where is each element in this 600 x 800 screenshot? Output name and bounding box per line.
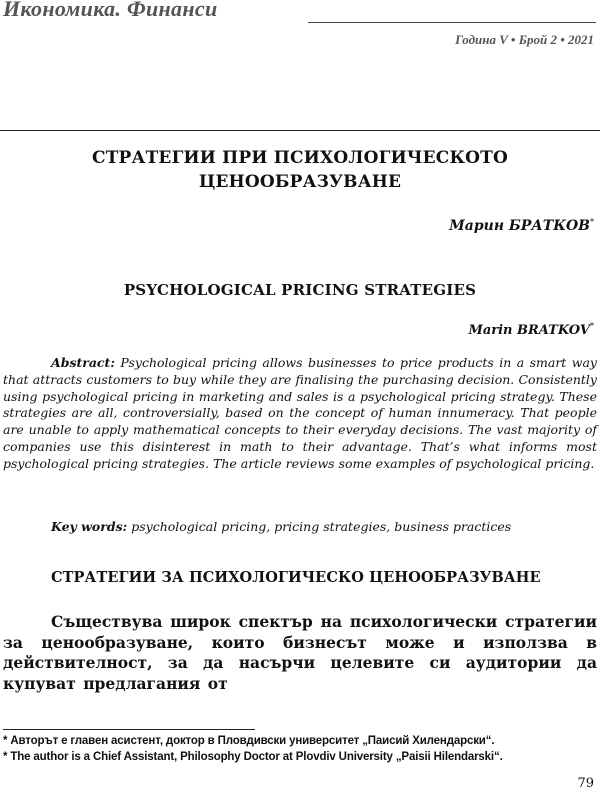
abstract-label: Abstract:	[51, 355, 115, 370]
journal-title: Икономика. Финанси	[3, 0, 218, 21]
keywords	[51, 519, 597, 536]
article-title-en: PSYCHOLOGICAL PRICING STRATEGIES	[123, 281, 477, 299]
footnote-bg: * Авторът е главен асистент, доктор в Пловдивски университет „Паисий Хилендарски“.	[3, 735, 495, 747]
top-divider	[0, 130, 600, 131]
footnote-en: * The author is a Chief Assistant, Philosophy Doctor at Plovdiv University „Paisii Hilendarski“.	[3, 751, 503, 763]
author-en-footnote-marker: *	[590, 321, 594, 331]
issue-info: Година V • Брой 2 • 2021	[455, 32, 594, 47]
article-title-bg-line-2: ЦЕНООБРАЗУВАНЕ	[198, 172, 402, 192]
footnote-rule	[3, 729, 255, 730]
author-en	[468, 323, 594, 338]
keywords-text: psychological pricing, pricing strategies, business practices	[131, 519, 512, 534]
author-bg	[449, 218, 594, 234]
section-heading: СТРАТЕГИИ ЗА ПСИХОЛОГИЧЕСКО ЦЕНООБРАЗУВАНЕ	[51, 569, 541, 586]
header-rule	[308, 22, 596, 23]
abstract-text: Psychological pricing allows businesses to price products in a smart way that attracts customers to buy while they are finalising the purchasing decision. Consistently using psychological pricing in marketing and sales is a psychological pricing strategy. These strategies are all, controversially, based on the concept of human innumeracy. That people are unable to apply mathematical concepts to their everyday decisions. The vast majority of companies use this disinterest in math to their advantage. That’s what informs most psychological pricing strategies. The article reviews some examples of psychological pricing.	[3, 355, 597, 471]
abstract	[3, 355, 597, 473]
keywords-label: Key words:	[51, 519, 128, 534]
author-bg-name: Марин БРАТКОВ	[449, 218, 590, 234]
page-number: 79	[577, 776, 594, 791]
body-paragraph: Съществува широк спектър на психологически стратегии за ценообразуване, които бизнесът може и използва в действителност, за да насърчи целевите си аудитории да купуват предлагания от	[3, 612, 597, 693]
author-en-name: Marin BRATKOV	[468, 323, 590, 338]
article-title-bg-line-1: СТРАТЕГИИ ПРИ ПСИХОЛОГИЧЕСКОТО	[91, 148, 509, 168]
author-bg-footnote-marker: *	[590, 217, 594, 227]
article-title-bg	[0, 146, 600, 194]
